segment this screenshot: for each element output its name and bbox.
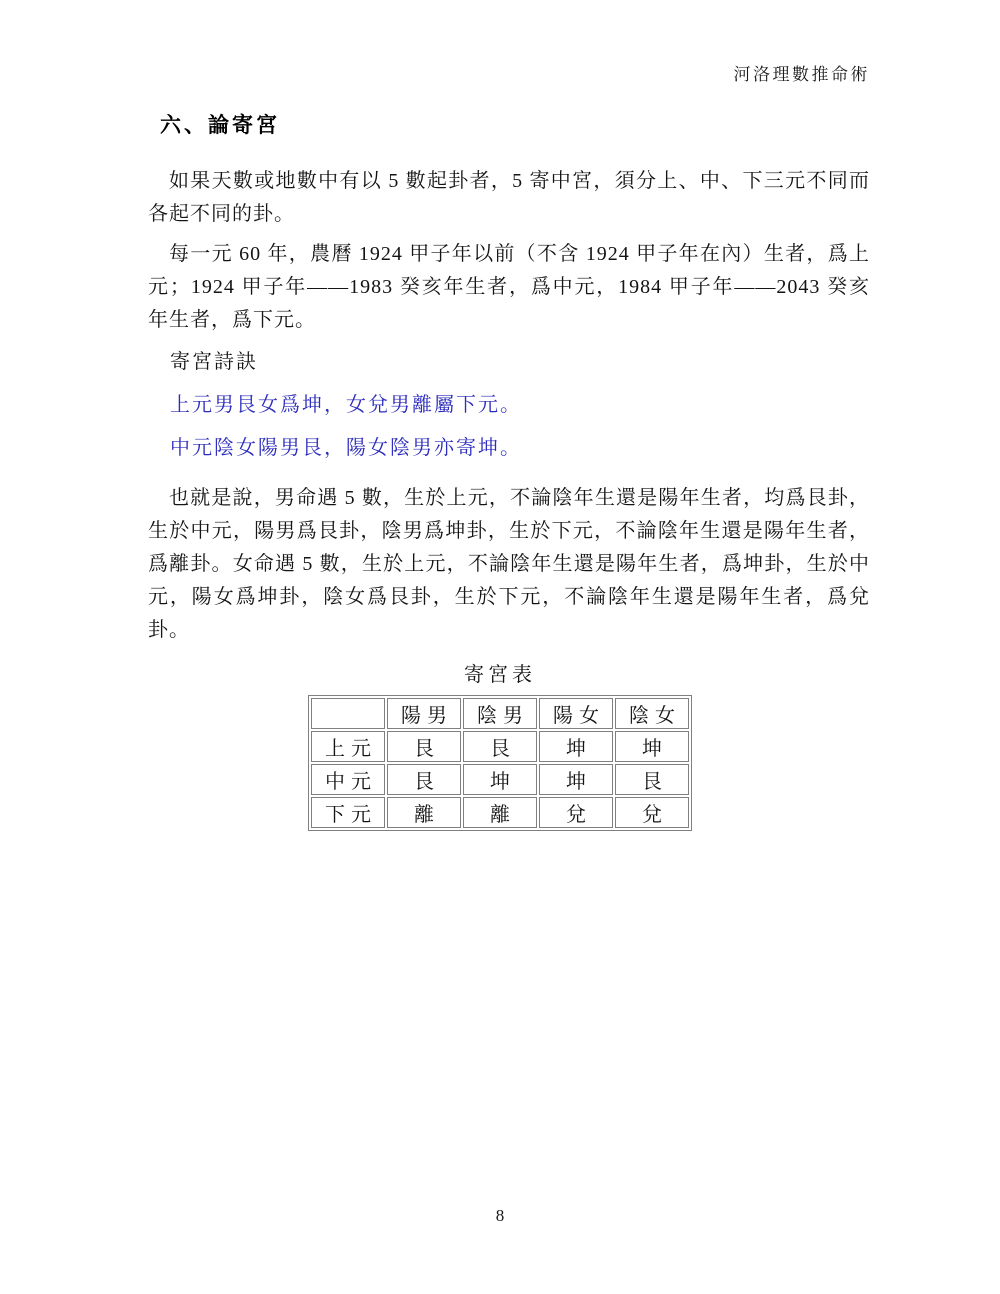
- paragraph-intro: 如果天數或地數中有以 5 數起卦者，5 寄中宮，須分上、中、下三元不同而各起不同的卦。: [148, 170, 870, 225]
- table-cell: 艮: [463, 731, 537, 762]
- jigong-table: [308, 695, 692, 831]
- section-heading: 六、論寄宮: [160, 113, 280, 137]
- table-header-cell: 陰男: [463, 698, 537, 729]
- verse-line-1: 上元男艮女爲坤，女兌男離屬下元。: [170, 394, 522, 416]
- table-cell: 坤: [539, 731, 613, 762]
- table-row: [311, 797, 689, 828]
- verse-title: 寄宮詩訣: [170, 351, 258, 373]
- table-header-row: [311, 698, 689, 729]
- paragraph-yuan-periods: 每一元 60 年，農曆 1924 甲子年以前（不含 1924 甲子年在內）生者，爲上元；1924 甲子年——1983 癸亥年生者，爲中元，1984 甲子年——2043 癸亥年生者，爲下元。: [148, 243, 870, 331]
- table-title: 寄宮表: [464, 664, 536, 686]
- verse-line-2: 中元陰女陽男艮，陽女陰男亦寄坤。: [170, 437, 522, 459]
- table-header-cell: 陽女: [539, 698, 613, 729]
- table-cell: 艮: [387, 731, 461, 762]
- table-header-cell: 陰女: [615, 698, 689, 729]
- running-header: 河洛理數推命術: [733, 65, 870, 84]
- table-cell: 坤: [463, 764, 537, 795]
- table-cell: 艮: [615, 764, 689, 795]
- table-row-label: 中元: [311, 764, 385, 795]
- table-row-label: 下元: [311, 797, 385, 828]
- page-number: 8: [495, 1206, 505, 1225]
- table-cell: 離: [387, 797, 461, 828]
- table-cell: 艮: [387, 764, 461, 795]
- table-cell: 坤: [539, 764, 613, 795]
- table-corner-cell: [311, 698, 385, 729]
- paragraph-explanation: 也就是說，男命遇 5 數，生於上元，不論陰年生還是陽年生者，均爲艮卦，生於中元，陽男爲艮卦，陰男爲坤卦，生於下元，不論陰年生還是陽年生者，爲離卦。女命遇 5 數，生於上元，不論陰年生還是陽年生者，爲坤卦，生於中元，陽女爲坤卦，陰女爲艮卦，生於下元，不論陰年生還是陽年生者，爲兌卦。: [148, 487, 870, 641]
- table-cell: 坤: [615, 731, 689, 762]
- table-row: [311, 731, 689, 762]
- table-row-label: 上元: [311, 731, 385, 762]
- table-cell: 兌: [615, 797, 689, 828]
- table-header-cell: 陽男: [387, 698, 461, 729]
- table-row: [311, 764, 689, 795]
- table-cell: 兌: [539, 797, 613, 828]
- table-cell: 離: [463, 797, 537, 828]
